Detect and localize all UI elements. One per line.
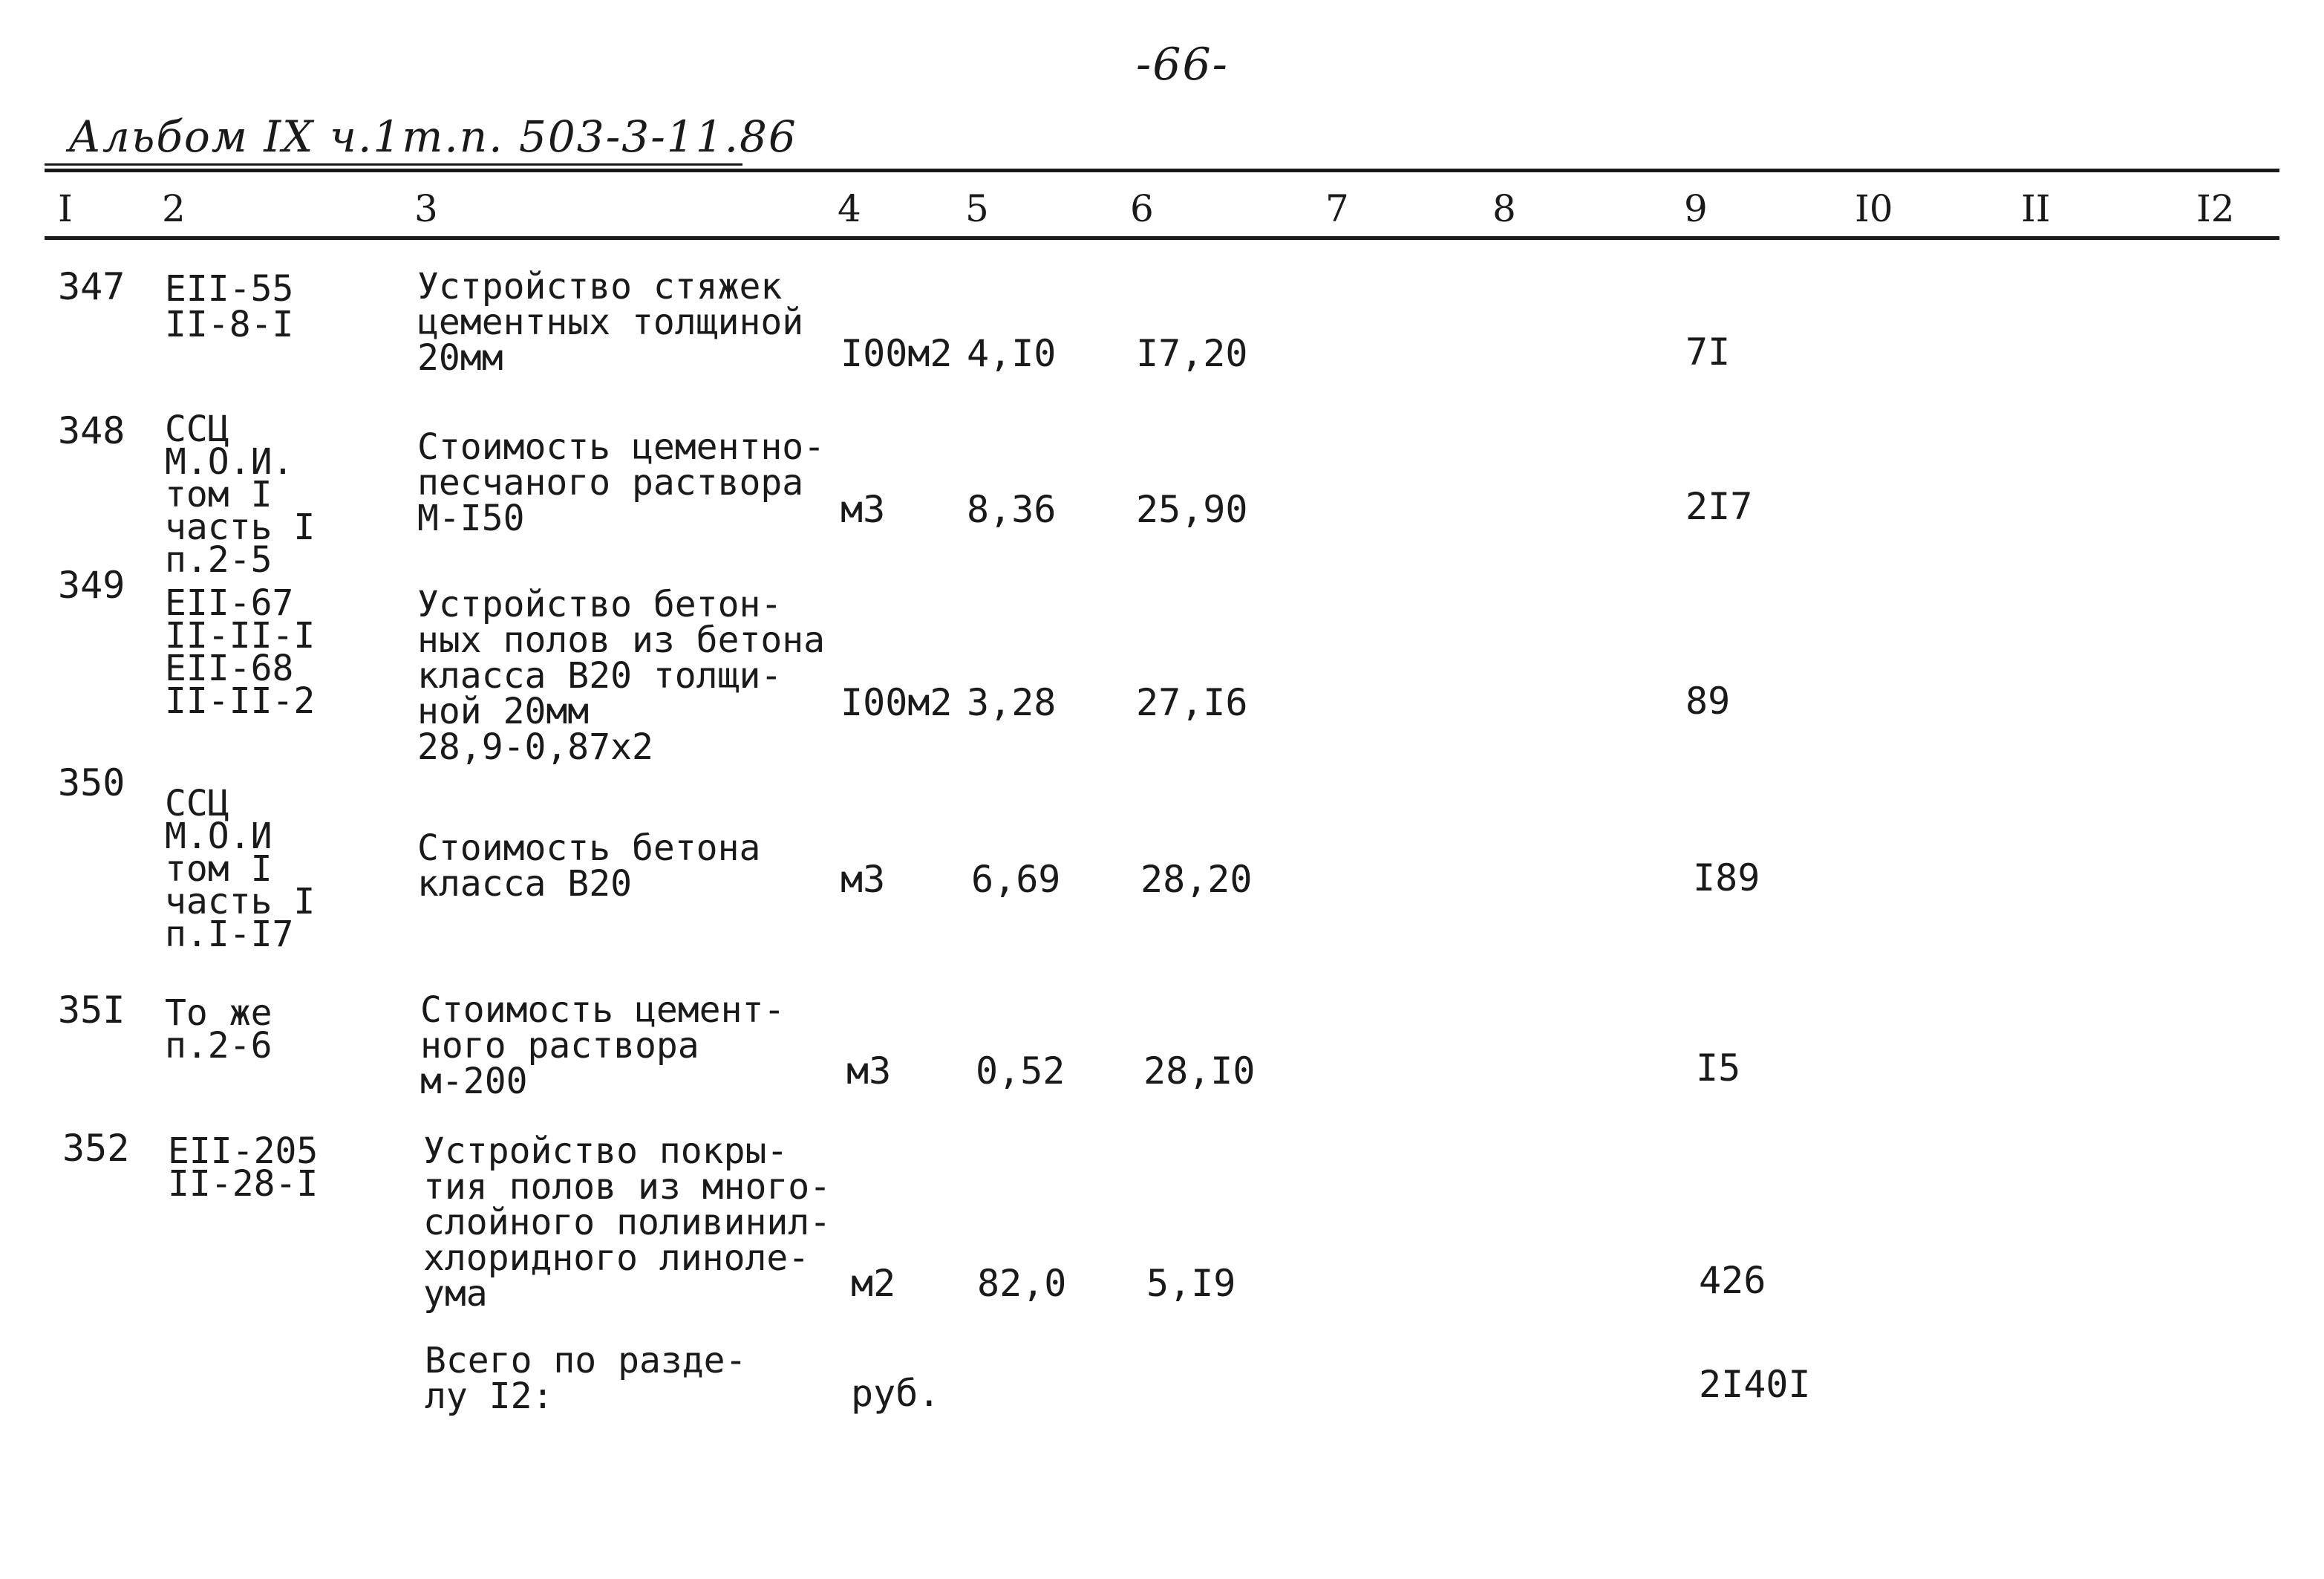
column-header-9: 9 [1684,187,1708,230]
row-unit: м3 [841,488,886,531]
row-quantity: 82,0 [977,1262,1067,1305]
column-header-3: 3 [414,187,438,230]
row-quantity: 4,I0 [967,332,1057,375]
row-description: Устройство бетон- ных полов из бетона класса В20 толщи- ной 20мм 28,9-0,87x2 [417,584,826,768]
row-total: 2I7 [1685,485,1753,528]
row-unit: м2 [851,1262,896,1305]
row-quantity: 6,69 [971,858,1061,901]
column-header-4: 4 [838,187,861,230]
row-unit-price: 5,I9 [1146,1262,1236,1305]
row-quantity: 3,28 [967,681,1057,724]
row-unit-price: 25,90 [1136,488,1248,531]
column-header-10: I0 [1855,187,1893,230]
row-total: 426 [1699,1259,1766,1302]
row-number: 350 [58,761,125,804]
row-unit-price: 27,I6 [1136,681,1248,724]
row-code: EII-55 II-8-I [165,268,294,345]
column-header-2: 2 [162,187,186,230]
row-unit-price: 28,I0 [1143,1049,1256,1093]
row-quantity: 0,52 [976,1049,1065,1093]
album-underline [45,163,742,166]
row-unit-price: 28,20 [1140,858,1253,901]
row-code: То же п.2-6 [165,992,272,1067]
column-header-7: 7 [1325,187,1349,230]
section-total-unit: руб. [851,1372,941,1415]
row-number: 347 [58,265,125,308]
row-description: Стоимость цемент- ного раствора м-200 [420,989,786,1102]
table-header-rule [45,236,2279,240]
row-number: 349 [58,564,125,607]
row-unit-price: I7,20 [1136,332,1248,375]
row-code: ССЦ М.О.И том I часть I п.I-I7 [165,783,316,955]
row-total: I89 [1693,856,1760,899]
row-unit: I00м2 [841,332,953,375]
row-number: 35I [58,989,125,1032]
row-description: Стоимость бетона класса В20 [417,827,761,905]
column-header-8: 8 [1492,187,1516,230]
row-description: Устройство стяжек цементных толщиной 20мм [417,266,804,379]
table-top-rule [45,169,2279,172]
page-number: -66- [1136,39,1229,91]
column-header-12: I2 [2196,187,2235,230]
row-total: I5 [1696,1046,1741,1090]
column-header-5: 5 [965,187,989,230]
section-total-label: Всего по разде- лу I2: [425,1340,747,1417]
column-header-11: II [2021,187,2051,230]
row-number: 348 [58,409,125,452]
section-total-value: 2I40I [1699,1363,1811,1406]
row-quantity: 8,36 [967,488,1057,531]
row-code: EII-205 II-28-I [168,1130,319,1205]
row-unit: м3 [846,1049,892,1093]
row-total: 89 [1685,680,1731,723]
column-header-1: I [58,187,73,230]
row-code: ССЦ М.О.И. том I часть I п.2-5 [165,408,316,581]
column-header-6: 6 [1130,187,1154,230]
row-description: Устройство покры- тия полов из много- слойного поливинил- хлоридного линоле- ума [423,1130,832,1315]
row-number: 352 [62,1127,130,1170]
row-unit: I00м2 [841,681,953,724]
row-unit: м3 [841,858,886,901]
row-code: EII-67 II-II-I EII-68 II-II-2 [165,582,316,722]
row-total: 7I [1685,331,1731,374]
album-reference: Альбом IX ч.1т.п. 503-3-11.86 [68,111,797,162]
row-description: Стоимость цементно- песчаного раствора М-I50 [417,426,826,539]
